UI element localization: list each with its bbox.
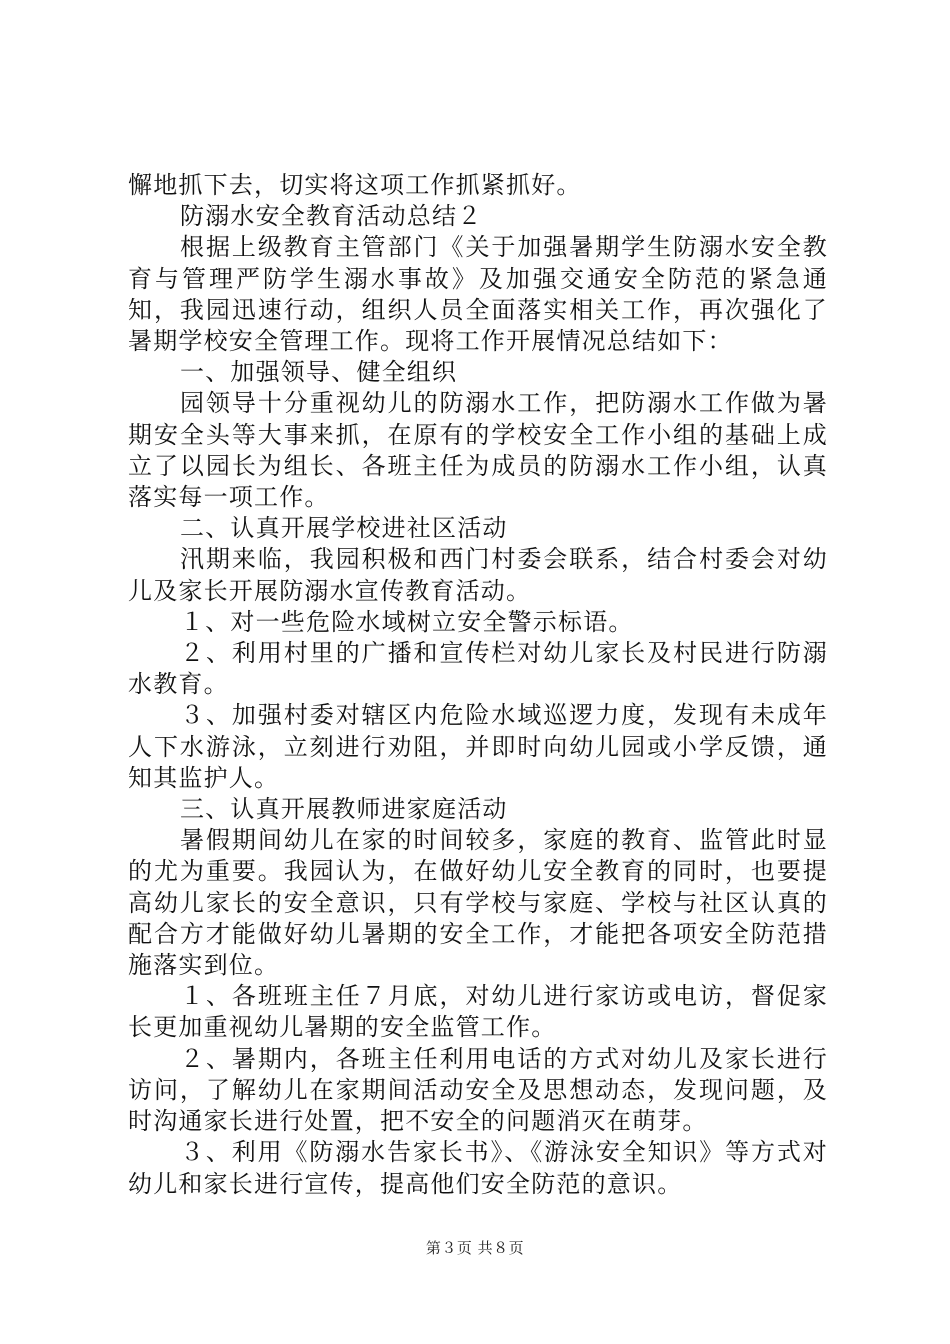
family-item-1: １、各班班主任７月底，对幼儿进行家访或电访，督促家长更加重视幼儿暑期的安全监管工作。 <box>128 982 828 1042</box>
heading-community: 二、认真开展学校进社区活动 <box>180 514 508 543</box>
community-paragraph: 汛期来临，我园积极和西门村委会联系，结合村委会对幼儿及家长开展防溺水宣传教育活动。 <box>128 545 828 605</box>
community-item-2: ２、利用村里的广播和宣传栏对幼儿家长及村民进行防溺水教育。 <box>128 639 828 699</box>
community-item-1: １、对一些危险水域树立安全警示标语。 <box>180 607 634 636</box>
page-number: 第３页 共８页 <box>425 1239 525 1257</box>
community-item-3: ３、加强村委对辖区内危险水域巡逻力度，发现有未成年人下水游泳，立刻进行劝阻，并即时向幼儿园或小学反馈，通知其监护人。 <box>128 701 828 792</box>
leadership-paragraph: 园领导十分重视幼儿的防溺水工作，把防溺水工作做为暑期安全头等大事来抓，在原有的学校安全工作小组的基础上成立了以园长为组长、各班主任为成员的防溺水工作小组，认真落实每一项工作。 <box>128 389 828 512</box>
continuation-paragraph: 懈地抓下去，切实将这项工作抓紧抓好。 <box>128 171 582 199</box>
intro-paragraph: 根据上级教育主管部门《关于加强暑期学生防溺水安全教育与管理严防学生溺水事故》及加强交通安全防范的紧急通知，我园迅速行动，组织人员全面落实相关工作，再次强化了暑期学校安全管理工作。现将工作开展情况总结如下： <box>128 233 828 356</box>
family-paragraph: 暑假期间幼儿在家的时间较多，家庭的教育、监管此时显的尤为重要。我园认为，在做好幼儿安全教育的同时，也要提高幼儿家长的安全意识，只有学校与家庭、学校与社区认真的配合方才能做好幼儿暑期的安全工作，才能把各项安全防范措施落实到位。 <box>128 826 828 980</box>
heading-leadership: 一、加强领导、健全组织 <box>180 358 458 387</box>
document-body <box>128 170 828 1200</box>
section-title: 防溺水安全教育活动总结２ <box>180 202 483 231</box>
family-item-2: ２、暑期内，各班主任利用电话的方式对幼儿及家长进行访问，了解幼儿在家期间活动安全及思想动态，发现问题，及时沟通家长进行处置，把不安全的问题消灭在萌芽。 <box>128 1044 828 1136</box>
family-item-3: ３、利用《防溺水告家长书》、《游泳安全知识》等方式对幼儿和家长进行宣传，提高他们安全防范的意识。 <box>128 1138 828 1198</box>
heading-family: 三、认真开展教师进家庭活动 <box>180 795 508 824</box>
